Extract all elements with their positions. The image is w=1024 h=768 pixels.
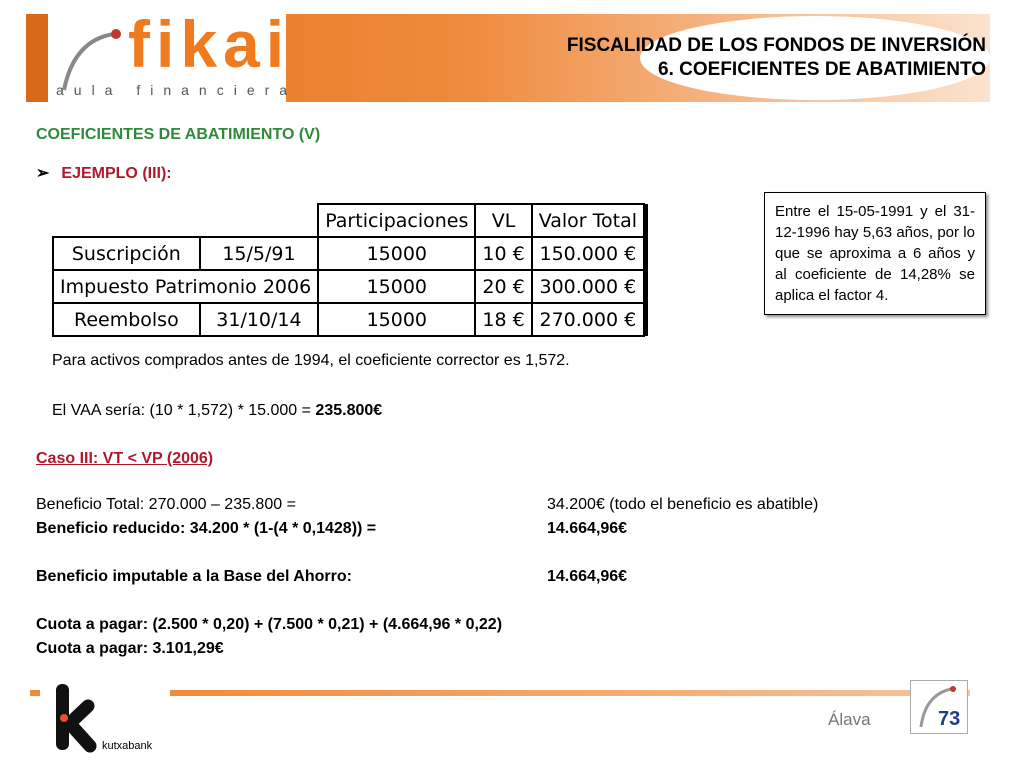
title-line-1: FISCALIDAD DE LOS FONDOS DE INVERSIÓN	[566, 35, 986, 56]
table-cell: 31/10/14	[200, 303, 319, 336]
footer-divider	[170, 690, 970, 696]
table-cell: 15000	[318, 303, 475, 336]
paragraph-vaa	[52, 402, 382, 420]
table-cell: 270.000 €	[532, 303, 644, 336]
arrow-bullet-icon: ➢	[36, 165, 50, 182]
table-cell: Suscripción	[53, 237, 200, 270]
footer-square	[30, 690, 40, 696]
page-title	[567, 34, 986, 82]
table-cell: Impuesto Patrimonio 2006	[53, 270, 318, 303]
logo-wordmark: fikai	[128, 7, 291, 81]
title-line-2: 6. COEFICIENTES DE ABATIMIENTO	[658, 59, 986, 80]
table-cell: 300.000 €	[532, 270, 644, 303]
table-row	[53, 237, 644, 270]
table-cell: 15000	[318, 270, 475, 303]
line-beneficio-imputable: Beneficio imputable a la Base del Ahorro:	[36, 568, 352, 585]
bullet-label: EJEMPLO (III):	[61, 165, 172, 182]
line-cuota-total: Cuota a pagar: 3.101,29€	[36, 640, 224, 657]
region-label: Álava	[828, 710, 871, 729]
table-row	[53, 303, 644, 336]
line-beneficio-total: Beneficio Total: 270.000 – 235.800 =	[36, 496, 296, 513]
value-beneficio-reducido: 14.664,96€	[547, 520, 628, 537]
table-blank-cell	[53, 204, 318, 237]
table-cell: 10 €	[475, 237, 531, 270]
line-cuota-formula: Cuota a pagar: (2.500 * 0,20) + (7.500 * 0,21) + (4.664,96 * 0,22)	[36, 616, 503, 633]
table-header: Valor Total	[532, 204, 644, 237]
table-cell: 20 €	[475, 270, 531, 303]
vaa-formula: El VAA sería: (10 * 1,572) * 15.000 =	[52, 402, 316, 419]
kutxabank-logo	[50, 680, 102, 756]
table-row	[53, 270, 644, 303]
value-beneficio-imputable: 14.664,96€	[547, 568, 628, 585]
page-number: 73	[938, 708, 961, 730]
bullet-item	[36, 163, 172, 183]
section-title: COEFICIENTES DE ABATIMIENTO (V)	[36, 126, 321, 143]
table-header: Participaciones	[318, 204, 475, 237]
kutxabank-label: kutxabank	[102, 740, 153, 752]
table-cell: 15000	[318, 237, 475, 270]
case-title: Caso III: VT < VP (2006)	[36, 450, 214, 467]
paragraph-coefficient: Para activos comprados antes de 1994, el coeficiente corrector es 1,572.	[52, 352, 570, 369]
note-box: Entre el 15-05-1991 y el 31-12-1996 hay 5,63 años, por lo que se aproxima a 6 años y al coeficiente de 14,28% se aplica el factor 4.	[764, 192, 986, 315]
table-header: VL	[475, 204, 531, 237]
kutxabank-k-icon	[50, 680, 102, 756]
logo-subtitle: aula financiera	[56, 82, 298, 98]
table-cell: Reembolso	[53, 303, 200, 336]
value-beneficio-total: 34.200€ (todo el beneficio es abatible)	[547, 496, 819, 513]
data-table	[52, 203, 645, 337]
table-cell: 150.000 €	[532, 237, 644, 270]
header-stripe	[26, 14, 48, 102]
table-header-row	[53, 204, 644, 237]
line-beneficio-reducido: Beneficio reducido: 34.200 * (1-(4 * 0,1428)) =	[36, 520, 377, 537]
table-cell: 15/5/91	[200, 237, 319, 270]
vaa-value: 235.800€	[315, 402, 383, 419]
table-cell: 18 €	[475, 303, 531, 336]
